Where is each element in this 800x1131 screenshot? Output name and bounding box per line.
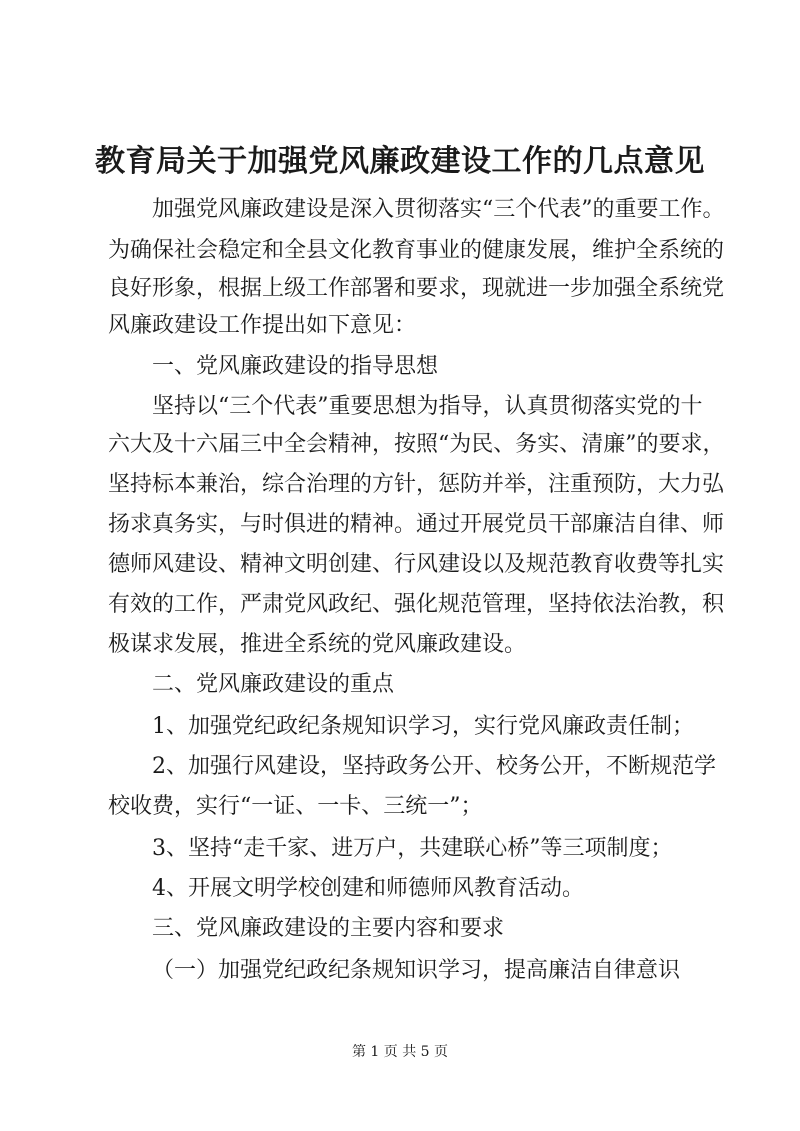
paragraph-line: 为确保社会稳定和全县文化教育事业的健康发展，维护全系统的 bbox=[108, 238, 725, 263]
subsection-heading: （一）加强党纪政纪条规知识学习，提高廉洁自律意识 bbox=[152, 958, 681, 983]
paragraph-line: 加强党风廉政建设是深入贯彻落实“三个代表”的重要工作。 bbox=[152, 197, 725, 222]
list-item: 3、坚持“走千家、进万户，共建联心桥”等三项制度； bbox=[152, 836, 673, 861]
section-heading: 二、党风廉政建设的重点 bbox=[152, 672, 395, 697]
paragraph-line: 良好形象，根据上级工作部署和要求，现就进一步加强全系统党 bbox=[108, 276, 725, 301]
section-heading: 一、党风廉政建设的指导思想 bbox=[152, 354, 439, 379]
list-item: 1、加强党纪政纪条规知识学习，实行党风廉政责任制； bbox=[152, 714, 694, 739]
paragraph-line: 扬求真务实，与时俱进的精神。通过开展党员干部廉洁自律、师 bbox=[108, 512, 725, 537]
paragraph-line: 六大及十六届三中全会精神，按照“为民、务实、清廉”的要求， bbox=[108, 432, 725, 457]
list-item-continuation: 校收费，实行“一证、一卡、三统一”； bbox=[108, 794, 483, 819]
paragraph-line: 极谋求发展，推进全系统的党风廉政建设。 bbox=[108, 632, 527, 657]
list-item: 4、开展文明学校创建和师德师风教育活动。 bbox=[152, 876, 584, 901]
page-footer: 第 1 页 共 5 页 bbox=[351, 1044, 449, 1060]
paragraph-line: 风廉政建设工作提出如下意见： bbox=[108, 313, 417, 338]
list-item: 2、加强行风建设，坚持政务公开、校务公开，不断规范学 bbox=[152, 754, 716, 779]
paragraph-line: 坚持以“三个代表”重要思想为指导，认真贯彻落实党的十 bbox=[152, 394, 703, 419]
paragraph-line: 坚持标本兼治，综合治理的方针，惩防并举，注重预防，大力弘 bbox=[108, 472, 725, 497]
paragraph-line: 有效的工作，严肃党风政纪、强化规范管理，坚持依法治教，积 bbox=[108, 592, 725, 617]
paragraph-line: 德师风建设、精神文明创建、行风建设以及规范教育收费等扎实 bbox=[108, 552, 725, 577]
document-title: 教育局关于加强党风廉政建设工作的几点意见 bbox=[95, 144, 705, 179]
section-heading: 三、党风廉政建设的主要内容和要求 bbox=[152, 916, 505, 941]
